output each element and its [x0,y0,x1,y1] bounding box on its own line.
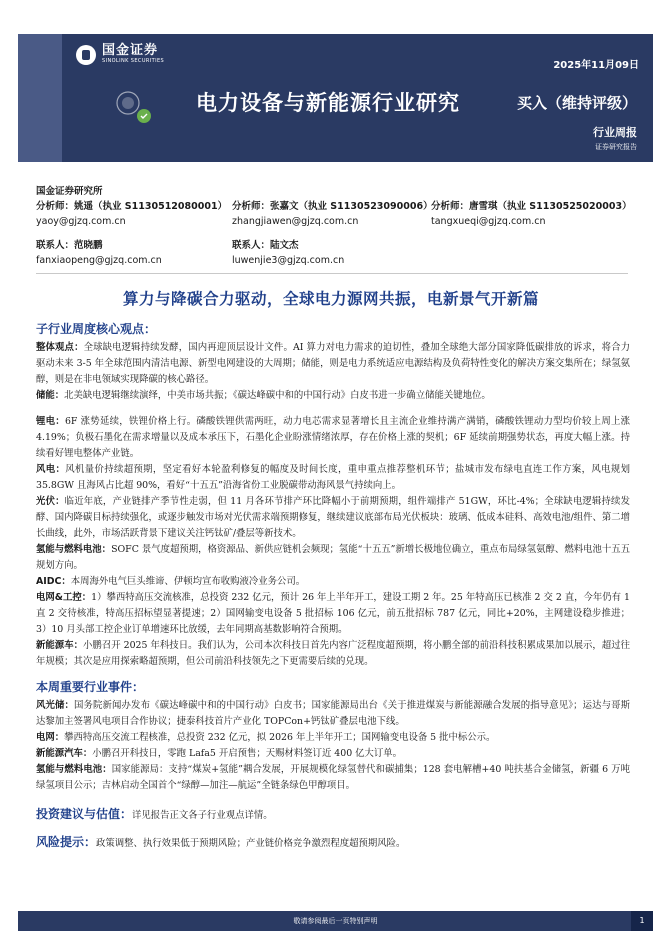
core-view-grid [36,590,630,638]
investment-advice [36,806,636,824]
investment-advice-text: 详见报告正文各子行业观点详情。 [132,810,273,821]
section-events-title: 本周重要行业事件： [36,680,145,694]
event-grid [36,730,630,746]
label: 风光储： [36,700,75,711]
text: 6F 涨势延续，铁锂价格上行。磷酸铁锂供需两旺，动力电芯需求显著增长且主流企业维持满产满销，磷酸铁锂动力型均价较上周上涨 4.19%；负极石墨化在需求增量以及成本承压下，石墨化企业盼涨情绪浓厚，存在价格上涨的契机；6F 延续前期强势状态，再度大幅上涨。持续看好锂电整体产业链。 [36,416,630,459]
text: 小鹏召开科技日，零跑 Lafa5 开启预售；天赐材料签订近 400 亿大订单。 [92,748,403,759]
page-footer [18,911,653,931]
report-kind: 行业周报 [593,126,637,139]
text: 全球缺电逻辑持续发酵，国内再迎顶层设计文件。AI 算力对电力需求的迫切性，叠加全球绝大部分国家降低碳排放的诉求，将合力驱动未来 3-5 年全球范围内清洁电源、新型电网建设的大周期；储能，则是电力系统适应电源结构及负荷特性变化的解决方案交集所在；绿氢氨醇，则是在非电领域实现降碳的核心路径。 [36,342,630,385]
text: 本周海外电气巨头维谛、伊顿均宣布收购液冷业务公司。 [70,576,306,587]
report-type: 证券研究报告 [595,143,637,151]
label: 锂电： [36,416,65,427]
analyst-tang [431,199,632,229]
logo-name-cn: 国金证券 [102,43,159,58]
investment-advice-title: 投资建议与估值： [36,807,133,821]
contact-lu [232,238,344,268]
analyst-name: 分析师：姚遥（执业 S1130512080001） [36,201,228,212]
text: 临近年底，产业链排产季节性走弱，但 11 月各环节排产环比降幅小于前期预期，组件端排产 51GW，环比-4%；全球缺电逻辑持续发酵、国内降碳目标持续强化，或逐步触发市场对光伏需求端预期修复，继续建议底部布局光伏板块：玻璃、低成本硅料、高效电池/组件、第二增长曲线，此外，市场活跃背景下建议关注钙钛矿/叠层等新技术。 [36,496,630,539]
text: 国务院新闻办发布《碳达峰碳中和的中国行动》白皮书；国家能源局出台《关于推进煤炭与新能源融合发展的指导意见》；运达与哥斯达黎加主签署风电项目合作协议；捷泰科技首片产业化 TOPCon+钙钛矿叠层电池下线。 [36,700,630,727]
analyst-yao [36,199,227,229]
risk-warning-title: 风险提示： [36,835,97,849]
analyst-name: 分析师：唐雪琪（执业 S1130525020003） [431,201,632,212]
section-core-views-title: 子行业周度核心观点： [36,322,157,336]
label: 光伏： [36,496,65,507]
label: 氢能与燃料电池： [36,544,112,555]
label: 氢能与燃料电池： [36,764,112,775]
core-view-nev [36,638,630,670]
analyst-email[interactable]: yaoy@gjzq.com.cn [36,216,126,227]
label: 电网&工控： [36,592,92,603]
core-view-solar [36,494,630,542]
analyst-zhang [232,199,433,229]
industry-title: 电力设备与新能源行业研究 [196,91,460,115]
contact-email[interactable]: luwenjie3@gjzq.com.cn [232,255,345,266]
text: 小鹏召开 2025 年科技日。我们认为，公司本次科技日首先内容广泛程度超预期，将小鹏全部的前沿科技积累成果加以展示，超过往年规模；其次是应用探索略超预期，但公司前沿科技领先之下更需要后续的兑现。 [36,640,630,667]
text: 攀西特高压交流工程核准，总投资 232 亿元，拟 2026 年上半年开工；国网输变电设备 5 批中标公示。 [64,732,496,743]
label: 新能源汽车： [36,748,93,759]
contact-fan [36,238,162,268]
logo-name-en: SINOLINK SECURITIES [102,58,165,64]
core-view-hydrogen [36,542,630,574]
seal-decoration-icon [114,89,154,125]
contact-name: 联系人：陆文杰 [232,240,299,251]
core-view-wind [36,462,630,494]
header-stripe [18,34,62,162]
label: 风电： [36,464,66,475]
disclaimer-note: 敬请参阅最后一页特别声明 [293,917,378,925]
label: 整体观点： [36,342,84,353]
text: 1）攀西特高压交流核准，总投资 232 亿元，预计 26 年上半年开工，建设工期 2 年。25 年特高压已核准 2 交 2 直，今年仍有 1 直 2 交待核准，特高压招标望显著提速；2）国网输变电设备 5 批招标 106 亿元，前五批招标 787 亿元，同比+20%，主网建设稳步推进；3）10 月头部工控企业订单增速环比放缓，去年同期高基数影响符合预期。 [36,592,630,635]
report-header [18,34,653,162]
core-view-lithium [36,414,630,462]
report-title: 算力与降碳合力驱动，全球电力源网共振，电新景气开新篇 [122,290,539,308]
institute-name: 国金证券研究所 [36,186,103,197]
logo-mark-icon [76,45,96,65]
text: 国家能源局：支持“煤炭+氢能”耦合发展，开展规模化绿氢替代和碳捕集；128 套电解槽+40 吨扶基合金储氢，新疆 6 万吨绿氢项目公示；吉林启动全国首个“绿醇—加注—航运”全链条绿色甲醇项目。 [36,764,630,791]
divider [36,273,628,274]
analyst-email[interactable]: tangxueqi@gjzq.com.cn [431,216,546,227]
core-view-aidc [36,574,630,590]
label: 新能源车： [36,640,84,651]
label: AIDC： [36,576,71,587]
contact-email[interactable]: fanxiaopeng@gjzq.com.cn [36,255,162,266]
company-logo [76,44,164,65]
event-nev [36,746,630,762]
risk-warning [36,834,636,852]
core-view-storage [36,388,630,404]
report-date: 2025年11月09日 [553,60,639,71]
text: 风机量价持续超预期，坚定看好本轮盈利修复的幅度及时间长度，重申重点推荐整机环节；盐城市发布绿电直连工作方案，风电规划 35.8GW 且海风占比超 90%，看好“十五五”沿海省份工业脱碳带动海风景气持续向上。 [36,464,630,491]
page-number: 1 [631,911,653,931]
analyst-name: 分析师：张嘉文（执业 S1130523090006） [232,201,433,212]
rating: 买入（维持评级） [516,94,637,112]
text: 北美缺电逻辑继续演绎，中美市场共振；《碳达峰碳中和的中国行动》白皮书进一步确立储能关键地位。 [64,390,491,401]
label: 电网： [36,732,65,743]
label: 储能： [36,390,65,401]
event-hydrogen [36,762,630,794]
core-view-overall [36,340,630,388]
analyst-email[interactable]: zhangjiawen@gjzq.com.cn [232,216,359,227]
event-wind-solar-storage [36,698,630,730]
risk-warning-text: 政策调整、执行效果低于预期风险；产业链价格竞争激烈程度超预期风险。 [96,838,406,849]
contact-name: 联系人：范晓鹏 [36,240,103,251]
text: SOFC 景气度超预期，格资源品、新供应链机会频现；氢能“十五五”新增长极地位确立，重点布局绿氢氨醇、燃料电池十五五规划方向。 [36,544,630,571]
